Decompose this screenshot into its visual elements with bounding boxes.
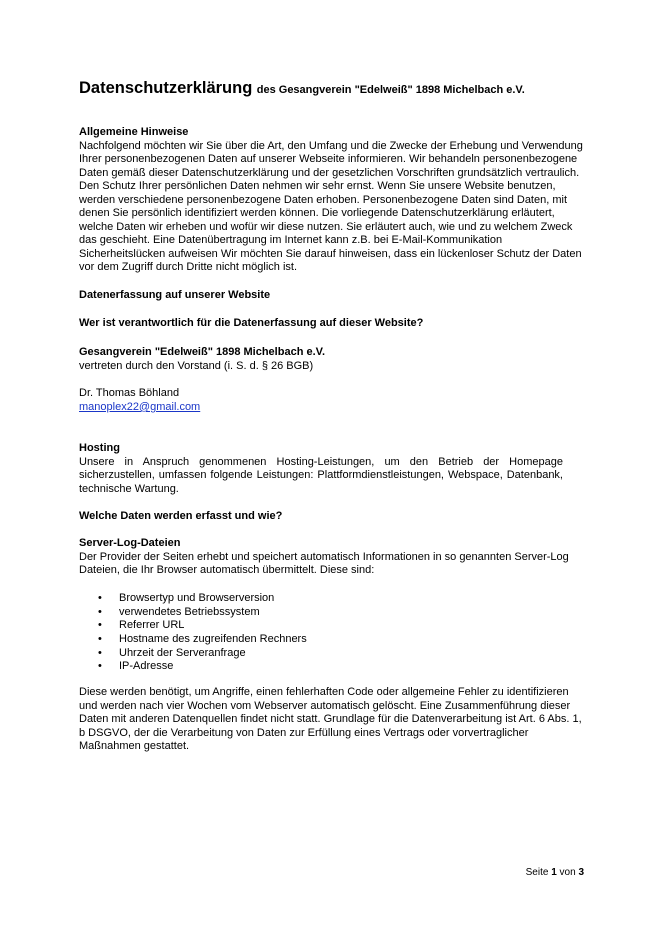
- bullet-icon: •: [98, 660, 102, 673]
- heading-hosting: Hosting: [79, 442, 120, 454]
- heading-data-collection: Datenerfassung auf unserer Website: [79, 289, 271, 301]
- list-item: • verwendetes Betriebssystem: [98, 605, 260, 618]
- bullet-icon: •: [98, 646, 102, 659]
- total-pages: 3: [578, 867, 584, 878]
- list-item: • Hostname des zugreifenden Rechners: [98, 633, 307, 646]
- hosting-text: Unsere in Anspruch genommenen Hosting-Leistungen, um den Betrieb der Homepage sicherzustellen, umfassen folgende Leistungen: Plattformdienstleistungen, Webspace, Datenbank, technische Wartung.: [79, 455, 563, 495]
- title-main: Datenschutzerklärung: [79, 79, 253, 97]
- bullet-icon: •: [98, 605, 102, 618]
- page-number: Seite 1 von 3: [525, 867, 584, 878]
- bullet-icon: •: [98, 633, 102, 646]
- list-item: • IP-Adresse: [98, 660, 174, 673]
- list-item: • Uhrzeit der Serveranfrage: [98, 646, 246, 659]
- title-suffix: des Gesangverein "Edelweiß" 1898 Michelbach e.V.: [256, 84, 525, 96]
- bullet-icon: •: [98, 619, 102, 632]
- list-item: • Browsertyp und Browserversion: [98, 592, 275, 604]
- heading-general: Allgemeine Hinweise: [79, 126, 189, 138]
- bullet-icon: •: [98, 592, 102, 604]
- current-page: 1: [551, 867, 557, 878]
- heading-which-data: Welche Daten werden erfasst und wie?: [79, 510, 283, 522]
- server-log-list: [79, 592, 307, 674]
- heading-responsible-question: Wer ist verantwortlich für die Datenerfassung auf dieser Website?: [79, 317, 424, 329]
- responsible-represented: vertreten durch den Vorstand (i. S. d. § 26 BGB): [79, 359, 314, 372]
- responsible-email-link[interactable]: manoplex22@gmail.com: [79, 401, 201, 413]
- server-log-intro: Der Provider der Seiten erhebt und speichert automatisch Informationen in so genannten Server-Log Dateien, die Ihr Browser automatisch übermittelt. Diese sind:: [79, 550, 569, 576]
- server-log-outro: Diese werden benötigt, um Angriffe, einen fehlerhaften Code oder allgemeine Fehler zu identifizieren und werden nach vier Wochen vom Webserver automatisch gelöscht. Eine Zusammenführung dieser Daten mit anderen Datenquellen findet nicht statt. Grundlage für die Datenverarbeitung ist Art. 6 Abs. 1, b DSGVO, der die Verarbeitung von Daten zur Erfüllung eines Vertrags oder vorvertraglicher Maßnahmen gestattet.: [79, 686, 582, 752]
- general-text: Nachfolgend möchten wir Sie über die Art, den Umfang und die Zwecke der Erhebung und Verwendung Ihrer personenbezogenen Daten auf unserer Webseite informieren. Wir behandeln personenbezogene Daten gemäß dieser Datenschutzerklärung und der gesetzlichen Vorschriften grundsätzlich vertraulich. Den Schutz Ihrer persönlichen Daten nehmen wir sehr ernst. Wenn Sie unsere Website benutzen, werden verschiedene personenbezogene Daten erhoben. Personenbezogene Daten sind Daten, mit denen Sie persönlich identifiziert werden können. Die vorliegende Datenschutzerklärung erläutert, welche Daten wir erheben und wofür wir diese nutzen. Sie erläutert auch, wie und zu welchem Zweck das geschieht. Eine Datenübertragung im Internet kann z.B. bei E-Mail-Kommunikation Sicherheitslücken aufweisen Wir möchten Sie darauf hinweisen, dass ein lückenloser Schutz der Daten vor dem Zugriff durch Dritte nicht möglich ist.: [79, 139, 583, 273]
- heading-server-log: Server-Log-Dateien: [79, 537, 181, 549]
- responsible-person: Dr. Thomas Böhland: [79, 387, 180, 399]
- document-title: [79, 79, 525, 98]
- responsible-org: Gesangverein "Edelweiß" 1898 Michelbach e.V.: [79, 346, 326, 358]
- list-item: • Referrer URL: [98, 619, 185, 632]
